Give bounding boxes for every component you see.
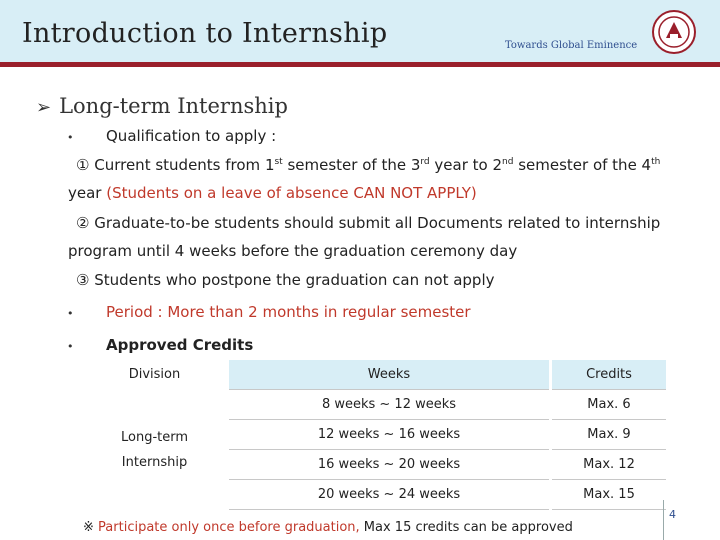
credits-cell: Max. 6 bbox=[552, 390, 666, 420]
division-label-line2: Internship bbox=[121, 454, 188, 470]
table-division-cell bbox=[83, 390, 226, 510]
header-subtitle: Towards Global Eminence bbox=[505, 40, 638, 51]
table-header-division: Division bbox=[128, 367, 181, 383]
arrow-bullet-icon: ➢ bbox=[36, 97, 52, 118]
bullet-icon: • bbox=[67, 131, 74, 144]
period-text: Period : More than 2 months in regular semester bbox=[106, 303, 471, 321]
corner-rule bbox=[663, 500, 664, 540]
weeks-cell: 8 weeks ~ 12 weeks bbox=[229, 390, 549, 420]
weeks-cell: 16 weeks ~ 20 weeks bbox=[229, 450, 549, 480]
bullet-icon: • bbox=[67, 340, 74, 353]
qualification-label: Qualification to apply : bbox=[106, 127, 277, 145]
qualification-item-3: ③ Students who postpone the graduation can not apply bbox=[76, 271, 495, 289]
footnote-text: Max 15 credits can be approved bbox=[363, 520, 573, 535]
qualification-item-1-line2: year (Students on a leave of absence CAN NOT APPLY) bbox=[68, 184, 477, 202]
approved-credits-heading: Approved Credits bbox=[106, 336, 254, 354]
weeks-cell: 12 weeks ~ 16 weeks bbox=[229, 420, 549, 450]
footnote bbox=[83, 520, 573, 535]
reference-mark-icon: ※ bbox=[83, 520, 94, 535]
bullet-icon: • bbox=[67, 307, 74, 320]
qualification-item-2-line2: program until 4 weeks before the graduation ceremony day bbox=[68, 242, 518, 260]
section-heading bbox=[36, 94, 288, 118]
footnote-red-text: Participate only once before graduation, bbox=[98, 520, 360, 535]
header-band bbox=[0, 0, 720, 62]
university-seal-icon bbox=[652, 10, 696, 54]
credits-cell: Max. 9 bbox=[552, 420, 666, 450]
weeks-cell: 20 weeks ~ 24 weeks bbox=[229, 480, 549, 510]
qualification-item-2: ② Graduate-to-be students should submit all Documents related to internship bbox=[76, 214, 661, 232]
page-number: 4 bbox=[669, 508, 676, 521]
page-title: Introduction to Internship bbox=[22, 18, 388, 49]
qualification-item-1: ① Current students from 1st semester of the 3rd year to 2nd semester of the 4th bbox=[76, 156, 661, 174]
table-row bbox=[83, 390, 666, 420]
header-divider bbox=[0, 62, 720, 67]
credits-cell: Max. 12 bbox=[552, 450, 666, 480]
table-header-credits: Credits bbox=[552, 360, 666, 390]
credits-table bbox=[83, 360, 666, 510]
section-title: Long-term Internship bbox=[59, 94, 288, 118]
division-label-line1: Long-term bbox=[120, 429, 189, 445]
credits-cell: Max. 15 bbox=[552, 480, 666, 510]
leave-of-absence-note: (Students on a leave of absence CAN NOT APPLY) bbox=[106, 184, 477, 202]
table-header-weeks: Weeks bbox=[229, 360, 549, 390]
table-header-row bbox=[83, 360, 666, 390]
